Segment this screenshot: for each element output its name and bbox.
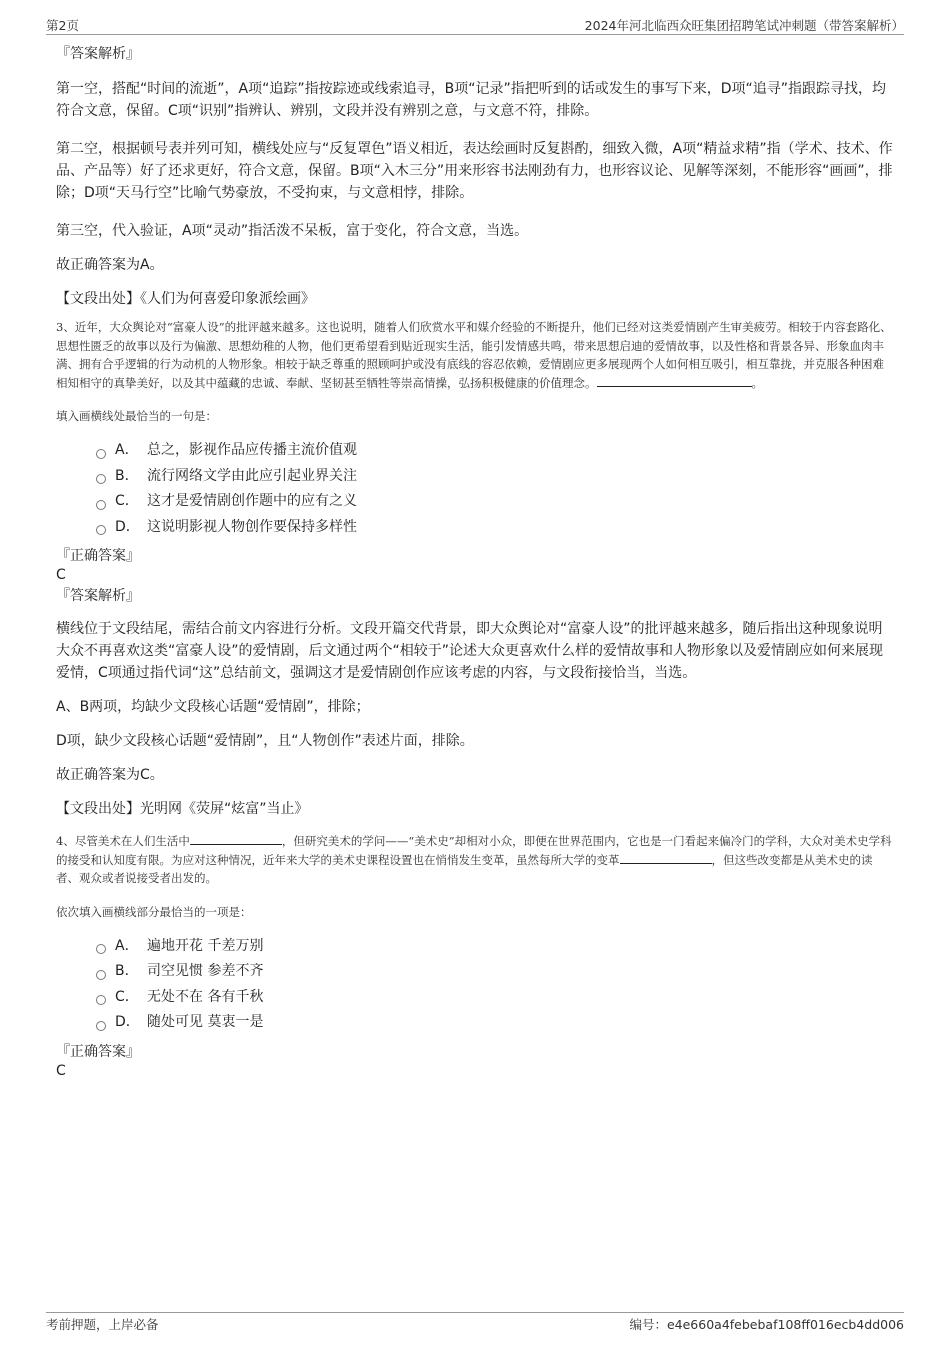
option-letter: C．	[115, 493, 139, 509]
option-letter: C．	[115, 988, 139, 1005]
option-letter: D．	[115, 1014, 140, 1030]
analysis-conclusion: 故正确答案为C。	[56, 767, 164, 783]
document-title: 2024年河北临西众旺集团招聘笔试冲刺题（带答案解析）	[584, 18, 904, 33]
question-prompt: 依次填入画横线部分最恰当的一项是：	[56, 904, 252, 919]
option-d[interactable]	[96, 515, 894, 541]
stem-text: ，但这些改变都是从美术史的读者、观众或者说接受者出发的。	[56, 852, 873, 885]
radio-icon[interactable]	[96, 525, 106, 535]
page-content	[56, 44, 894, 1080]
correct-answer: C	[56, 1062, 66, 1079]
correct-answer-label: 『正确答案』	[56, 1043, 140, 1060]
page-footer	[46, 1312, 904, 1335]
correct-answer-label: 『正确答案』	[56, 548, 140, 564]
stem-text: 3、近年，大众舆论对“富豪人设”的批评越来越多。这也说明，随着人们欣赏水平和媒介经验的不断提升，他们已经对这类爱情剧产生审美疲劳。相较于内容套路化、思想性匮乏的故事以及行为偏激、思想幼稚的人物，他们更希望看到贴近现实生活，能引发情感共鸣，带来思想启迪的爱情故事，以及性格和背景各异、形象血肉丰满、拥有合乎逻辑的行为动机的人物形象。相较于缺乏尊重的照顾呵护或没有底线的容忍依赖，爱情剧应更多展现两个人如何相互吸引，相互靠拢，并克服各种困难相知相守的真挚美好，以及其中蕴藏的忠诚、奉献、坚韧甚至牺牲等崇高情操，弘扬积极健康的价值理念。	[56, 320, 892, 390]
option-c[interactable]	[96, 985, 894, 1011]
option-letter: A．	[115, 937, 139, 954]
option-letter: B．	[115, 963, 139, 979]
answer-blank	[620, 851, 712, 864]
analysis-paragraph: 第三空，代入验证，A项“灵动”指活泼不呆板，富于变化，符合文意，当选。	[56, 223, 529, 239]
analysis-heading: 『答案解析』	[56, 46, 140, 62]
option-text: 无处不在 各有千秋	[147, 988, 264, 1005]
stem-text: ，但研究美术的学问——“美术史”却相对小众，即便在世界范围内，它也是一门看起来偏冷门的学科，大众对美术史学科的接受和认知度有限。为应对这种情况，近年来大学的美术史课程设置也在悄悄发生变革，虽然每所大学的变革	[56, 834, 892, 867]
option-text: 司空见惯 参差不齐	[147, 963, 264, 979]
option-text: 总之，影视作品应传播主流价值观	[147, 442, 357, 458]
stem-end: 。	[751, 375, 763, 390]
source-citation: 【文段出处】《人们为何喜爱印象派绘画》	[56, 291, 315, 307]
option-b[interactable]	[96, 464, 894, 490]
radio-icon[interactable]	[96, 970, 106, 980]
option-c[interactable]	[96, 489, 894, 515]
option-a[interactable]	[96, 438, 894, 464]
radio-icon[interactable]	[96, 500, 106, 510]
option-d[interactable]	[96, 1010, 894, 1036]
answer-blank	[190, 832, 282, 845]
option-letter: A．	[115, 442, 139, 458]
radio-icon[interactable]	[96, 474, 106, 484]
page-number: 第2页	[46, 18, 79, 33]
question-3	[56, 318, 894, 820]
option-letter: D．	[115, 518, 140, 535]
analysis-conclusion: 故正确答案为A。	[56, 257, 164, 273]
option-text: 随处可见 莫衷一是	[147, 1014, 264, 1030]
analysis-paragraph: D项，缺少文段核心话题“爱情剧”，且“人物创作”表述片面，排除。	[56, 733, 474, 749]
stem-text: 4、尽管美术在人们生活中	[56, 834, 190, 848]
footer-slogan: 考前押题，上岸必备	[46, 1317, 159, 1332]
analysis-paragraph: 横线位于文段结尾，需结合前文内容进行分析。文段开篇交代背景，即大众舆论对“富豪人设”的批评越来越多，随后指出这种现象说明大众不再喜欢这类“富豪人设”的爱情剧，后文通过两个“相较于”论述大众更喜欢什么样的爱情故事和人物形象以及爱情剧应如何来展现爱情，C项通过指代词“这”总结前文，强调这才是爱情剧创作应该考虑的内容，与文段衔接恰当，当选。	[56, 621, 884, 681]
radio-icon[interactable]	[96, 944, 106, 954]
options-list	[56, 934, 894, 1036]
option-text: 这说明影视人物创作要保持多样性	[147, 518, 357, 535]
analysis-paragraph: A、B两项，均缺少文段核心话题“爱情剧”，排除；	[56, 699, 370, 715]
page-header	[46, 14, 904, 35]
answer-blank	[597, 374, 752, 387]
correct-answer: C	[56, 567, 66, 583]
option-text: 这才是爱情剧创作题中的应有之义	[147, 493, 357, 509]
options-list	[56, 438, 894, 540]
question-stem	[56, 318, 894, 392]
analysis-paragraph: 第二空，根据顿号表并列可知，横线处应与“反复罩色”语义相近，表达绘画时反复斟酌，细致入微，A项“精益求精”指（学术、技术、作品、产品等）好了还求更好，符合文意，保留。B项“入木三分”用来形容书法刚劲有力，也形容议论、见解等深刻，不能形容“画画”，排除；D项“天马行空”比喻气势豪放，不受拘束，与文意相悖，排除。	[56, 141, 893, 201]
question-stem	[56, 832, 894, 888]
option-text: 遍地开花 千差万别	[147, 937, 264, 954]
analysis-paragraph: 第一空，搭配“时间的流逝”，A项“追踪”指按踪迹或线索追寻，B项“记录”指把听到的话或发生的事写下来，D项“追寻”指跟踪寻找，均符合文意，保留。C项“识别”指辨认、辨别，文段并没有辨别之意，与文意不符，排除。	[56, 81, 886, 119]
radio-icon[interactable]	[96, 1021, 106, 1031]
option-letter: B．	[115, 467, 139, 484]
document-code: 编号：e4e660a4febebaf108ff016ecb4dd006	[629, 1317, 904, 1332]
option-a[interactable]	[96, 934, 894, 960]
analysis-heading: 『答案解析』	[56, 588, 140, 604]
q2-analysis-section	[56, 44, 894, 310]
source-citation: 【文段出处】光明网《荧屏“炫富”当止》	[56, 801, 309, 817]
question-prompt: 填入画横线处最恰当的一句是：	[56, 409, 217, 423]
option-text: 流行网络文学由此应引起业界关注	[147, 467, 357, 484]
radio-icon[interactable]	[96, 995, 106, 1005]
question-4	[56, 832, 894, 1080]
option-b[interactable]	[96, 959, 894, 985]
radio-icon[interactable]	[96, 449, 106, 459]
